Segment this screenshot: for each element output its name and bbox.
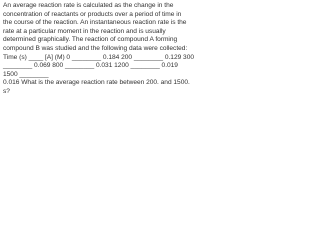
question-line: An average reaction rate is calculated as the change in the xyxy=(3,2,174,9)
question-line: s? xyxy=(3,87,10,95)
question-line: concentration of reactants or products over a period of time in xyxy=(3,10,182,18)
question-line: rate at a particular moment in the reaction and is usually xyxy=(3,27,166,35)
question-text xyxy=(3,2,194,97)
data-table-line: ________ 0.069 800 ________ 0.031 1200 ________ 0.019 1500 ________ xyxy=(3,62,180,78)
question-line: the course of the reaction. An instantaneous reaction rate is the xyxy=(3,19,187,27)
question-line: compound B was studied and the following data were collected: xyxy=(3,44,188,52)
question-line: determined graphically. The reaction of compound A forming xyxy=(3,36,178,44)
data-table-line: Time (s) ____ [A] (M) 0 ________ 0.184 200 ________ 0.129 300 xyxy=(3,53,194,61)
question-line: 0.016 What is the average reaction rate between 200. and 1500. xyxy=(3,79,190,87)
